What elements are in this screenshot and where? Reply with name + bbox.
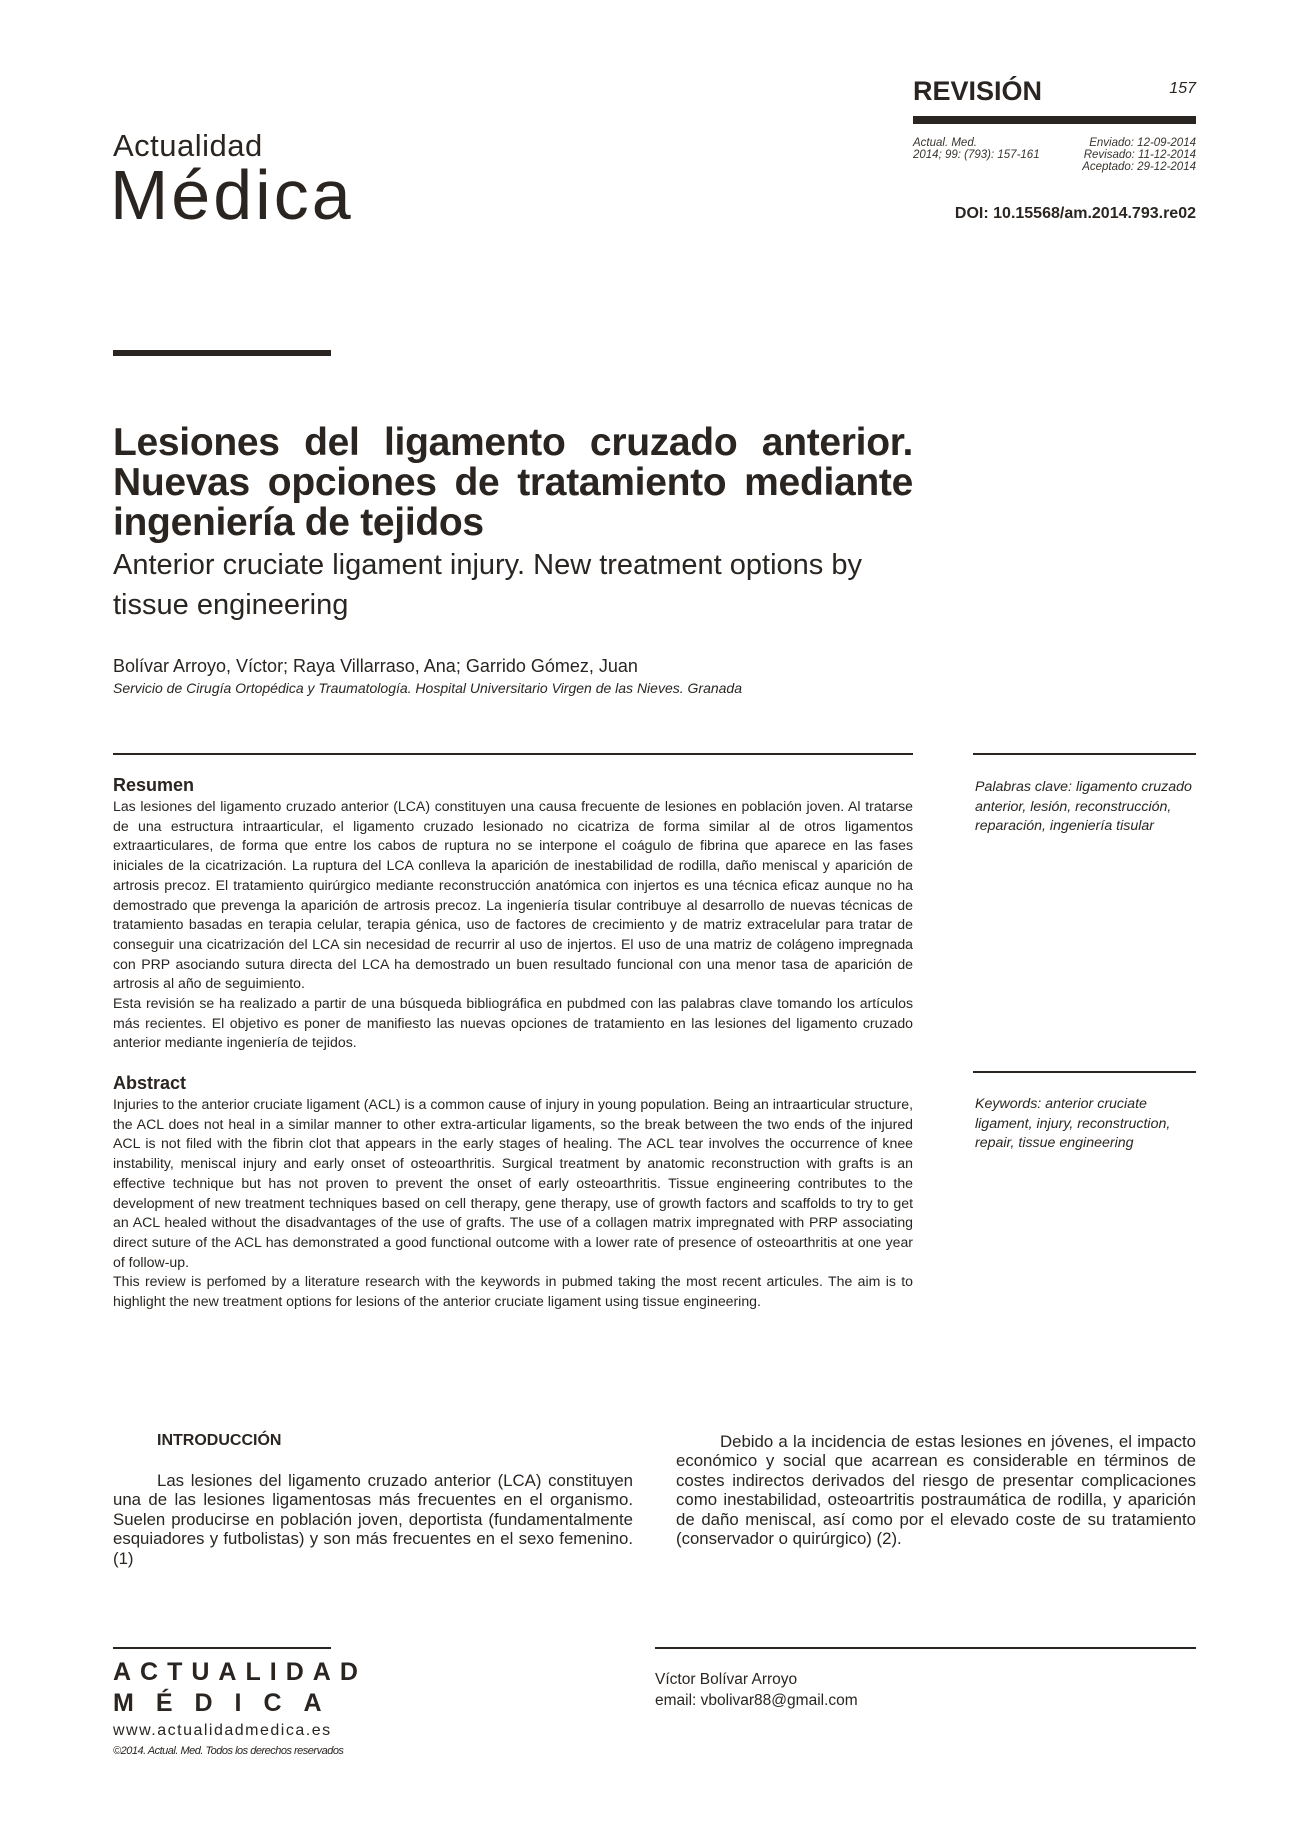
body-right-paragraph-1: Debido a la incidencia de estas lesiones en jóvenes, el impacto económico y social que acarrean es considerable en términos de costes indirectos derivados del riesgo de presentar complicaciones como inestabilidad, osteoartritis postraumática de rodilla, y aparición de daño meniscal, así como por el elevado coste de su tratamiento (conservador o quirúrgico) (2). — [676, 1432, 1196, 1549]
footer-brand — [113, 1657, 367, 1719]
article-affiliation: Servicio de Cirugía Ortopédica y Traumatología. Hospital Universitario Virgen de las Nieves. Granada — [113, 680, 743, 696]
journal-brand-large: Médica — [110, 156, 354, 234]
body-left-paragraph-1: Las lesiones del ligamento cruzado anterior (LCA) constituyen una de las lesiones ligamentosas más frecuentes en el organismo. Suelen producirse en población joven, deportista (fundamentalmente esquiadores y futbolistas) y son más frecuentes en el sexo femenino. (1) — [113, 1471, 633, 1568]
header-thick-rule — [913, 116, 1196, 124]
section-label: REVISIÓN — [913, 76, 1043, 106]
correspondence-contact — [655, 1669, 858, 1711]
abstract-paragraph-1: Injuries to the anterior cruciate ligament (ACL) is a common cause of injury in young population. Being an intraarticular structure, the ACL does not heal in a similar manner to other extra-articular ligaments, so the break between the two ends of the injured ACL is not filed with the fibrin clot that appears in the early stages of healing. The ACL tear involves the occurrence of knee instability, meniscal injury and early onset of osteoarthritis. Surgical treatment by anatomic reconstruction with grafts is an effective technique but has not proven to prevent the onset of early osteoarthritis. Tissue engineering contributes to the development of new treatment techniques based on cell therapy, gene therapy, use of growth factors and scaffolds to try to get an ACL healed without the disadvantages of the use of grafts. The use of a collagen matrix impregnated with PRP associating direct suture of the ACL has demonstrated a good functional outcome with a lower rate of presence of osteoarthritis at one year of follow-up. — [113, 1096, 913, 1270]
introduction-heading: INTRODUCCIÓN — [157, 1432, 282, 1449]
doi-link[interactable]: DOI: 10.15568/am.2014.793.re02 — [954, 205, 1196, 222]
resumen-paragraph-2: Esta revisión se ha realizado a partir de una búsqueda bibliográfica en pubdmed con las palabras clave tomando los artículos más recientes. El objetivo es poner de manifiesto las nuevas opciones de tratamiento en las lesiones del ligamento cruzado anterior mediante ingeniería de tejidos. — [113, 995, 913, 1051]
footer-website-link[interactable]: www.actualidadmedica.es — [113, 1722, 332, 1739]
keywords-spanish: Palabras clave: ligamento cruzado anterior, lesión, reconstrucción, reparación, ingeniería tisular — [975, 779, 1192, 835]
resumen-paragraph-1: Las lesiones del ligamento cruzado anterior (LCA) constituyen una causa frecuente de lesiones en población joven. Al tratarse de una estructura intraarticular, el ligamento cruzado lesionado no cicatriza de forma similar al de otros ligamentos extraarticulares, de forma que entre los cabos de ruptura no se interpone el coágulo de fibrina que aparece en las fases iniciales de la cicatrización. La ruptura del LCA conlleva la aparición de inestabilidad de rodilla, daño meniscal y aparición de artrosis precoz. El tratamiento quirúrgico mediante reconstrucción anatómica con injertos es una técnica eficaz aunque no ha demostrado que prevenga la aparición de artrosis precoz. La ingeniería tisular contribuye al desarrollo de nuevas técnicas de tratamiento basadas en terapia celular, terapia génica, uso de factores de crecimiento y de matriz extracelular para tratar de conseguir una cicatrización del LCA sin necesidad de recurrir al uso de injertos. El uso de una matriz de colágeno impregnada con PRP asociando sutura directa del LCA ha demostrado un buen resultado funcional con una menor tasa de aparición de artrosis al año de seguimiento. — [113, 798, 913, 992]
resumen-top-rule — [113, 753, 913, 755]
contact-email[interactable]: email: vbolivar88@gmail.com — [655, 1692, 858, 1709]
contact-name: Víctor Bolívar Arroyo — [655, 1671, 798, 1688]
resumen-heading: Resumen — [113, 775, 195, 795]
abstract-paragraph-2: This review is perfomed by a literature research with the keywords in pubmed taking the most recent articules. The aim is to highlight the new treatment options for lesions of the anterior cruciate ligament using tissue engineering. — [113, 1273, 913, 1310]
brand-accent-bar — [113, 350, 331, 356]
article-title-english: Anterior cruciate ligament injury. New treatment options by tissue engineering — [113, 549, 862, 621]
keywords-en-top-rule — [973, 1071, 1196, 1073]
abstract-text — [113, 1095, 913, 1312]
keywords-english: Keywords: anterior cruciate ligament, injury, reconstruction, repair, tissue engineering — [975, 1096, 1171, 1152]
accepted-date: Aceptado: 29-12-2014 — [1082, 161, 1196, 173]
keywords-es-top-rule — [973, 753, 1196, 755]
article-title-spanish: Lesiones del ligamento cruzado anterior. Nuevas opciones de tratamiento mediante ingeniería de tejidos — [113, 421, 913, 544]
resumen-text — [113, 797, 913, 1053]
article-dates — [1040, 137, 1196, 173]
body-right-column — [676, 1432, 1196, 1548]
citation-line-1: Actual. Med. — [913, 137, 977, 149]
sent-date: Enviado: 12-09-2014 — [1089, 137, 1196, 149]
abstract-heading: Abstract — [113, 1073, 187, 1093]
body-left-column — [113, 1471, 633, 1568]
footer-right-rule — [655, 1647, 1196, 1649]
revised-date: Revisado: 11-12-2014 — [1083, 149, 1196, 161]
journal-brand-small: Actualidad — [113, 128, 263, 163]
citation — [913, 137, 1040, 161]
article-authors: Bolívar Arroyo, Víctor; Raya Villarraso, Ana; Garrido Gómez, Juan — [113, 656, 638, 676]
footer-brand-line-2: MÉDICA — [113, 1689, 344, 1717]
page-number: 157 — [1169, 80, 1196, 97]
citation-line-2: 2014; 99: (793): 157-161 — [913, 149, 1040, 161]
footer-copyright: ©2014. Actual. Med. Todos los derechos reservados — [113, 1745, 344, 1757]
footer-brand-line-1: ACTUALIDAD — [113, 1658, 367, 1686]
footer-left-rule — [113, 1647, 331, 1649]
